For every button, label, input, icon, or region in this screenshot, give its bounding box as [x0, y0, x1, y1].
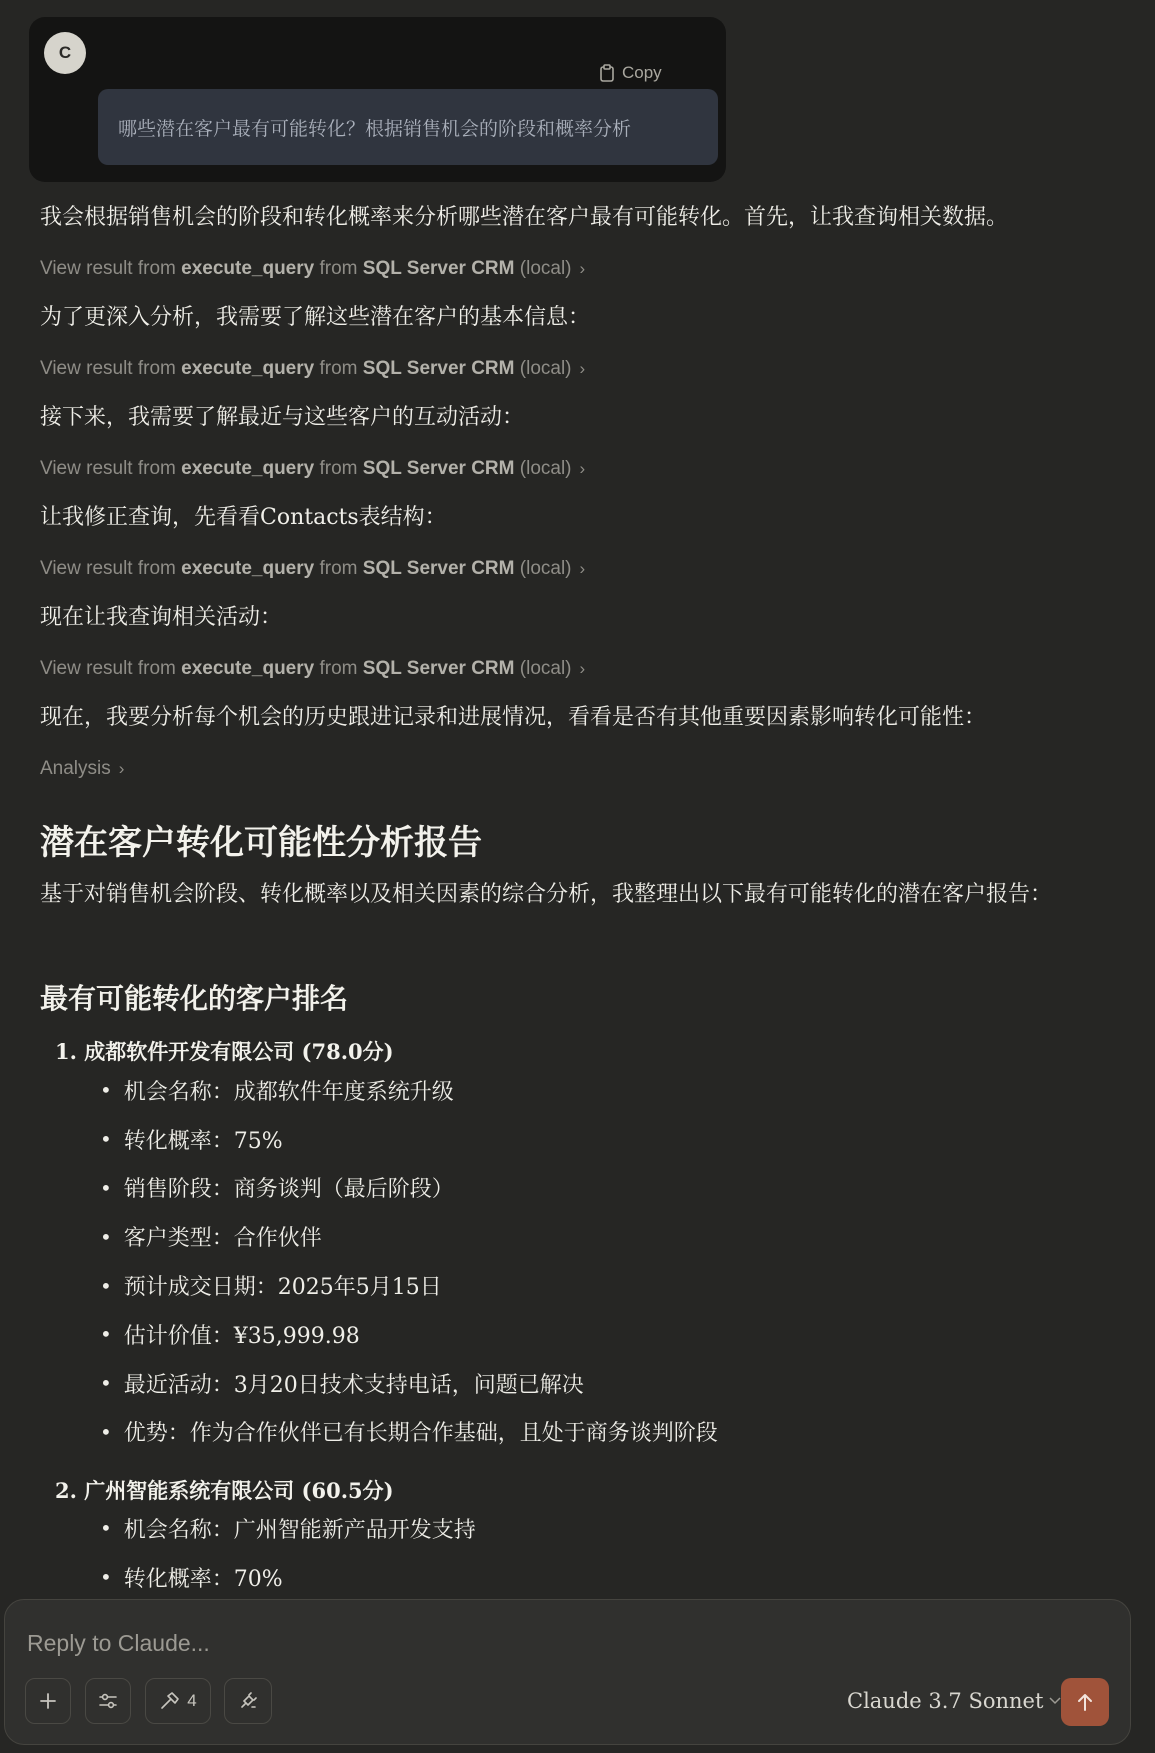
list-item: • 客户类型：合作伙伴 [100, 1212, 718, 1261]
tool-result-link[interactable] [40, 358, 585, 380]
plus-icon [39, 1692, 57, 1710]
list-item: • 转化概率：70% [100, 1553, 476, 1602]
arrow-up-icon [1076, 1692, 1094, 1712]
report-intro: 基于对销售机会阶段、转化概率以及相关因素的综合分析，我整理出以下最有可能转化的潜在客户报告： [40, 882, 1053, 907]
tool-suffix: (local) [519, 658, 572, 679]
list-item: • 转化概率：75% [100, 1115, 718, 1164]
chevron-right-icon: › [579, 659, 586, 678]
tool-suffix: (local) [519, 258, 572, 279]
tools-button[interactable] [145, 1678, 211, 1724]
chevron-right-icon: › [579, 459, 586, 478]
user-message-card [29, 17, 726, 182]
options-button[interactable] [85, 1678, 131, 1724]
tool-server: SQL Server CRM [362, 358, 515, 379]
tool-suffix: (local) [519, 358, 572, 379]
tools-count: 4 [187, 1691, 197, 1710]
customer-details [100, 1066, 718, 1456]
tool-prefix: View result from [40, 258, 176, 279]
list-item: • 估计价值：¥35,999.98 [100, 1310, 718, 1359]
tool-prefix: View result from [40, 358, 176, 379]
analysis-label: Analysis [40, 758, 111, 779]
list-item: • 最近活动：3月20日技术支持电话，问题已解决 [100, 1359, 718, 1408]
tool-mid: from [319, 258, 358, 279]
list-item: • 销售阶段：商务谈判（最后阶段） [100, 1164, 718, 1213]
chevron-right-icon: › [579, 259, 586, 278]
chevron-right-icon: › [579, 559, 586, 578]
tool-name: execute_query [181, 458, 315, 479]
send-button[interactable] [1061, 1678, 1109, 1726]
tool-result-link[interactable] [40, 458, 585, 480]
user-avatar: C [44, 32, 86, 74]
tool-server: SQL Server CRM [362, 558, 515, 579]
response-paragraph: 接下来，我需要了解最近与这些客户的互动活动： [40, 405, 525, 430]
tool-mid: from [319, 458, 358, 479]
tool-mid: from [319, 558, 358, 579]
tool-prefix: View result from [40, 458, 176, 479]
response-paragraph: 现在，我要分析每个机会的历史跟进记录和进展情况，看看是否有其他重要因素影响转化可能性： [40, 705, 987, 730]
tool-suffix: (local) [519, 458, 572, 479]
tool-prefix: View result from [40, 558, 176, 579]
model-selector[interactable] [847, 1678, 1061, 1724]
plug-icon [238, 1691, 258, 1711]
copy-button[interactable] [599, 63, 662, 83]
tool-server: SQL Server CRM [362, 258, 515, 279]
tool-result-link[interactable] [40, 558, 585, 580]
tool-prefix: View result from [40, 658, 176, 679]
analysis-link[interactable] [40, 758, 124, 780]
tool-result-link[interactable] [40, 658, 585, 680]
tool-name: execute_query [181, 358, 315, 379]
tool-server: SQL Server CRM [362, 458, 515, 479]
sliders-icon [98, 1692, 118, 1710]
add-button[interactable] [25, 1678, 71, 1724]
tool-name: execute_query [181, 258, 315, 279]
tool-suffix: (local) [519, 558, 572, 579]
integrations-button[interactable] [224, 1678, 272, 1724]
list-item: • 预计成交日期：2025年5月15日 [100, 1261, 718, 1310]
response-paragraph: 我会根据销售机会的阶段和转化概率来分析哪些潜在客户最有可能转化。首先，让我查询相关数据。 [40, 205, 1009, 230]
tool-mid: from [319, 358, 358, 379]
response-paragraph: 为了更深入分析，我需要了解这些潜在客户的基本信息： [40, 305, 591, 330]
tool-name: execute_query [181, 658, 315, 679]
user-message-text: 哪些潜在客户最有可能转化？根据销售机会的阶段和概率分析 [98, 89, 718, 165]
chevron-right-icon: › [579, 359, 586, 378]
customer-details [100, 1504, 476, 1602]
copy-label: Copy [622, 63, 662, 82]
response-paragraph: 现在让我查询相关活动： [40, 605, 283, 630]
tool-result-link[interactable] [40, 258, 585, 280]
reply-composer [4, 1599, 1131, 1745]
tool-mid: from [319, 658, 358, 679]
tool-name: execute_query [181, 558, 315, 579]
ranking-heading: 最有可能转化的客户排名 [40, 982, 349, 1015]
report-title: 潜在客户转化可能性分析报告 [40, 823, 482, 863]
tool-server: SQL Server CRM [362, 658, 515, 679]
list-item: • 优势：作为合作伙伴已有长期合作基础，且处于商务谈判阶段 [100, 1408, 718, 1457]
clipboard-icon [599, 64, 615, 82]
customer-heading: 1. 成都软件开发有限公司 (78.0分) [55, 1039, 394, 1064]
chevron-right-icon: › [118, 759, 125, 778]
customer-heading: 2. 广州智能系统有限公司 (60.5分) [55, 1478, 394, 1503]
hammer-icon [159, 1691, 181, 1711]
response-paragraph: 让我修正查询，先看看Contacts表结构： [40, 505, 447, 530]
reply-input[interactable] [25, 1622, 929, 1664]
chevron-down-icon [1049, 1697, 1061, 1705]
list-item: • 机会名称：广州智能新产品开发支持 [100, 1504, 476, 1553]
list-item: • 机会名称：成都软件年度系统升级 [100, 1066, 718, 1115]
model-name: Claude 3.7 Sonnet [847, 1689, 1044, 1713]
